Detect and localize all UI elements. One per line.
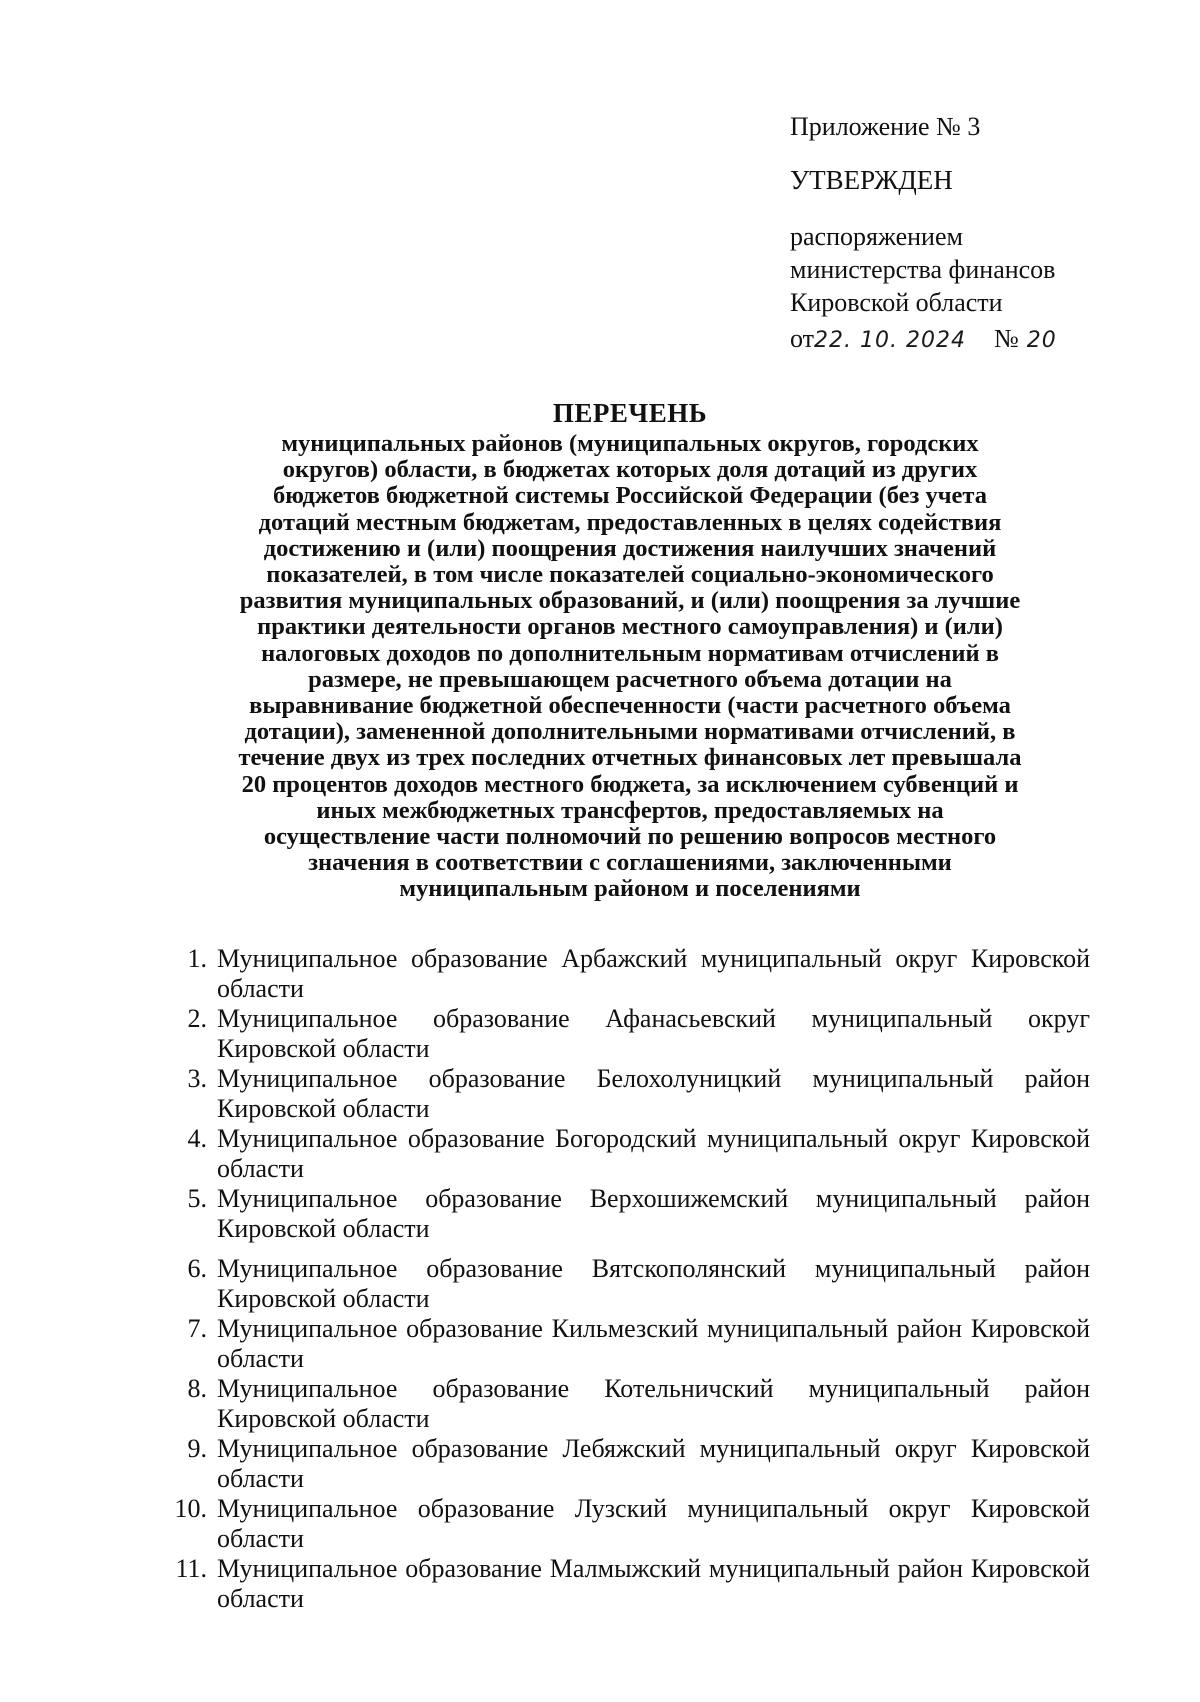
- subtitle-line: муниципальным районом и поселениями: [399, 875, 861, 903]
- list-item: [170, 1184, 1090, 1254]
- list-item-text: Муниципальное образование Лузский муниципальный округ Кировской области: [217, 1494, 1090, 1553]
- subtitle-line: дотаций местным бюджетам, предоставленных в целях содействия: [258, 508, 1002, 536]
- date-prefix: от: [790, 323, 815, 353]
- order-line-2: министерства финансов: [790, 255, 1056, 285]
- list-item-number: 1.: [187, 944, 207, 973]
- list-item-text: Муниципальное образование Арбажский муниципальный округ Кировской области: [217, 944, 1090, 1003]
- list-item-text: Муниципальное образование Котельничский муниципальный район Кировской области: [217, 1374, 1090, 1433]
- subtitle-line: муниципальных районов (муниципальных округов, городских: [281, 430, 979, 457]
- subtitle-line: показателей, в том числе показателей социально-экономического: [266, 561, 994, 589]
- list-item-number: 7.: [187, 1314, 207, 1343]
- list-item-number: 10.: [174, 1494, 207, 1523]
- subtitle-line: дотации), замененной дополнительными нормативами отчислений, в: [244, 718, 1016, 746]
- list-item-text: Муниципальное образование Белохолуницкий муниципальный район Кировской области: [217, 1064, 1090, 1123]
- list-item-number: 5.: [187, 1184, 207, 1213]
- subtitle-line: размере, не превышающем расчетного объема дотации на: [308, 665, 952, 693]
- list-item-number: 4.: [187, 1124, 207, 1153]
- subtitle-line: достижению и (или) поощрения достижения наилучших значений: [263, 534, 997, 562]
- list-item-number: 9.: [187, 1434, 207, 1463]
- list-item-text: Муниципальное образование Богородский муниципальный округ Кировской области: [217, 1124, 1090, 1183]
- list-item-text: Муниципальное образование Вятскополянский муниципальный район Кировской области: [217, 1254, 1090, 1313]
- number-label: №: [993, 323, 1019, 353]
- list-item-number: 6.: [187, 1254, 207, 1283]
- document-title: ПЕРЕЧЕНЬ: [552, 398, 708, 428]
- subtitle-line: развития муниципальных образований, и (или) поощрения за лучшие: [239, 587, 1021, 615]
- document-title-block: [170, 398, 1090, 903]
- list-item-number: 3.: [187, 1064, 207, 1093]
- subtitle-line: практики деятельности органов местного самоуправления) и (или): [257, 613, 1003, 641]
- list-item: [170, 1434, 1090, 1494]
- subtitle-line: округов) области, в бюджетах которых доля дотаций из других: [282, 456, 978, 484]
- order-date-number-row: [790, 322, 1170, 355]
- list-item: [170, 1554, 1090, 1614]
- subtitle-line: 20 процентов доходов местного бюджета, за исключением субвенций и: [241, 770, 1019, 798]
- subtitle-line: иных межбюджетных трансфертов, предоставляемых на: [316, 796, 944, 824]
- list-item: [170, 1494, 1090, 1554]
- list-item-text: Муниципальное образование Кильмезский муниципальный район Кировской области: [217, 1314, 1090, 1373]
- subtitle-line: бюджетов бюджетной системы Российской Федерации (без учета: [272, 482, 988, 510]
- order-line-1: распоряжением: [790, 221, 963, 251]
- subtitle-line: значения в соответствии с соглашениями, заключенными: [308, 849, 952, 877]
- annex-label: Приложение № 3: [790, 112, 981, 141]
- list-item-text: Муниципальное образование Афанасьевский муниципальный округ Кировской области: [217, 1004, 1090, 1063]
- list-item-text: Муниципальное образование Лебяжский муниципальный округ Кировской области: [217, 1434, 1090, 1493]
- document-subtitle: [170, 431, 1090, 903]
- order-line-3: Кировской области: [790, 288, 1003, 318]
- list-item-text: Муниципальное образование Малмыжский муниципальный район Кировской области: [217, 1554, 1090, 1613]
- approved-stamp-text: УТВЕРЖДЕН: [790, 165, 953, 196]
- list-item: [170, 1374, 1090, 1434]
- subtitle-line: течение двух из трех последних отчетных финансовых лет превышала: [238, 744, 1022, 772]
- list-item: [170, 1314, 1090, 1374]
- list-item: [170, 1124, 1090, 1184]
- handwritten-date: 22. 10. 2024: [814, 327, 966, 353]
- list-item: [170, 1004, 1090, 1064]
- list-item-number: 2.: [187, 1004, 207, 1033]
- approval-block: [790, 110, 1170, 355]
- subtitle-line: осуществление части полномочий по решению вопросов местного: [263, 823, 997, 851]
- list-item: [170, 944, 1090, 1004]
- list-item-number: 11.: [175, 1554, 207, 1583]
- list-item: [170, 1254, 1090, 1314]
- list-item: [170, 1064, 1090, 1124]
- list-item-number: 8.: [187, 1374, 207, 1403]
- subtitle-line: выравнивание бюджетной обеспеченности (части расчетного объема: [249, 692, 1011, 720]
- municipality-list: [170, 944, 1090, 1614]
- subtitle-line: налоговых доходов по дополнительным нормативам отчислений в: [261, 639, 999, 667]
- list-item-text: Муниципальное образование Верхошижемский муниципальный район Кировской области: [217, 1184, 1090, 1243]
- handwritten-number: 20: [1026, 327, 1057, 353]
